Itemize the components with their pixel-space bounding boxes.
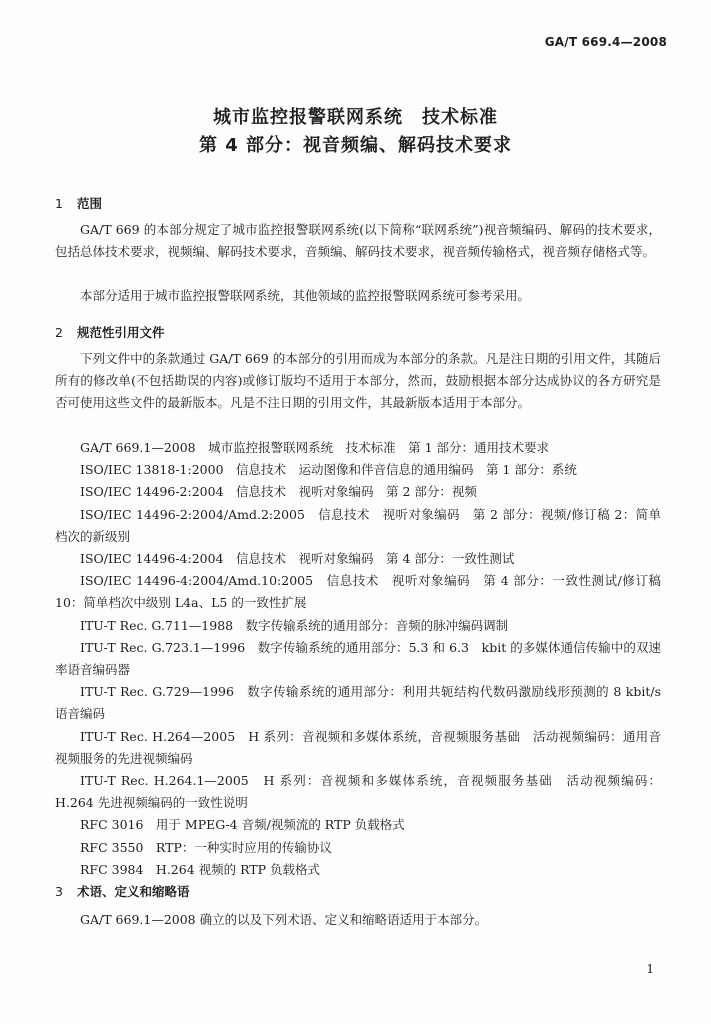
section-heading-terms-definitions xyxy=(55,882,190,900)
scope-paragraph-2: 本部分适用于城市监控报警联网系统，其他领域的监控报警联网系统可参考采用。 xyxy=(80,288,531,303)
reference-item: RFC 3016 用于 MPEG-4 音频/视频流的 RTP 负载格式 xyxy=(80,817,405,833)
document-title-line-1: 城市监控报警联网系统 技术标准 xyxy=(213,107,498,128)
scope-paragraph-1: GA/T 669 的本部分规定了城市监控报警联网系统(以下简称“联网系统”)视音频编码、解码的技术要求，包括总体技术要求，视频编、解码技术要求，音频编、解码技术要求，视音频传输格式，视音频存储格式等。 xyxy=(55,222,661,259)
reference-item: ISO/IEC 14496-4:2004/Amd.10:2005 信息技术 视听对象编码 第 4 部分：一致性测试/修订稿 10：简单档次中级别 L4a、L5 的一致性扩展 xyxy=(55,573,661,611)
reference-item: ISO/IEC 14496-4:2004 信息技术 视听对象编码 第 4 部分：一致性测试 xyxy=(80,551,515,567)
page-number: 1 xyxy=(646,962,654,976)
section-number: 1 xyxy=(55,196,63,211)
section-title: 范围 xyxy=(77,196,103,211)
terms-paragraph: GA/T 669.1—2008 确立的以及下列术语、定义和缩略语适用于本部分。 xyxy=(80,912,488,927)
section-heading-scope xyxy=(55,194,102,212)
references-intro-paragraph: 下列文件中的条款通过 GA/T 669 的本部分的引用而成为本部分的条款。凡是注日期的引用文件，其随后所有的修改单(不包括勘误的内容)或修订版均不适用于本部分，然而，鼓励根据本部分达成协议的各方研究是否可使用这些文件的最新版本。凡是不注日期的引用文件，其最新版本适用于本部分。 xyxy=(55,351,661,410)
reference-item: ISO/IEC 13818-1:2000 信息技术 运动图像和伴音信息的通用编码 第 1 部分：系统 xyxy=(80,462,577,478)
document-title-line-2: 第 4 部分：视音频编、解码技术要求 xyxy=(198,135,513,156)
section-title: 术语、定义和缩略语 xyxy=(77,884,190,899)
reference-item: ISO/IEC 14496-2:2004 信息技术 视听对象编码 第 2 部分：视频 xyxy=(80,484,477,500)
section-number: 3 xyxy=(55,884,63,899)
reference-item: GA/T 669.1—2008 城市监控报警联网系统 技术标准 第 1 部分：通用技术要求 xyxy=(80,440,550,455)
reference-item: ITU-T Rec. H.264—2005 H 系列：音视频和多媒体系统，音视频服务基础 活动视频编码：通用音视频服务的先进视频编码 xyxy=(55,728,661,766)
section-title: 规范性引用文件 xyxy=(77,325,165,340)
section-heading-normative-references xyxy=(55,323,165,341)
reference-item: ITU-T Rec. G.723.1—1996 数字传输系统的通用部分：5.3 和 6.3 kbit 的多媒体通信传输中的双速率语音编码器 xyxy=(55,639,661,678)
reference-item: ITU-T Rec. H.264.1—2005 H 系列：音视频和多媒体系统，音视频服务基础 活动视频编码：H.264 先进视频编码的一致性说明 xyxy=(55,773,661,811)
reference-item: RFC 3550 RTP：一种实时应用的传输协议 xyxy=(80,839,332,855)
standard-code-header: GA/T 669.4—2008 xyxy=(544,35,667,49)
reference-list xyxy=(55,437,661,881)
section-number: 2 xyxy=(55,325,63,340)
reference-item: RFC 3984 H.264 视频的 RTP 负载格式 xyxy=(80,861,321,877)
reference-item: ISO/IEC 14496-2:2004/Amd.2:2005 信息技术 视听对象编码 第 2 部分：视频/修订稿 2：简单档次的新级别 xyxy=(55,506,661,544)
reference-item: ITU-T Rec. G.729—1996 数字传输系统的通用部分：利用共轭结构代数码激励线形预测的 8 kbit/s 语音编码 xyxy=(55,684,661,722)
reference-item: ITU-T Rec. G.711—1988 数字传输系统的通用部分：音频的脉冲编码调制 xyxy=(80,617,509,633)
